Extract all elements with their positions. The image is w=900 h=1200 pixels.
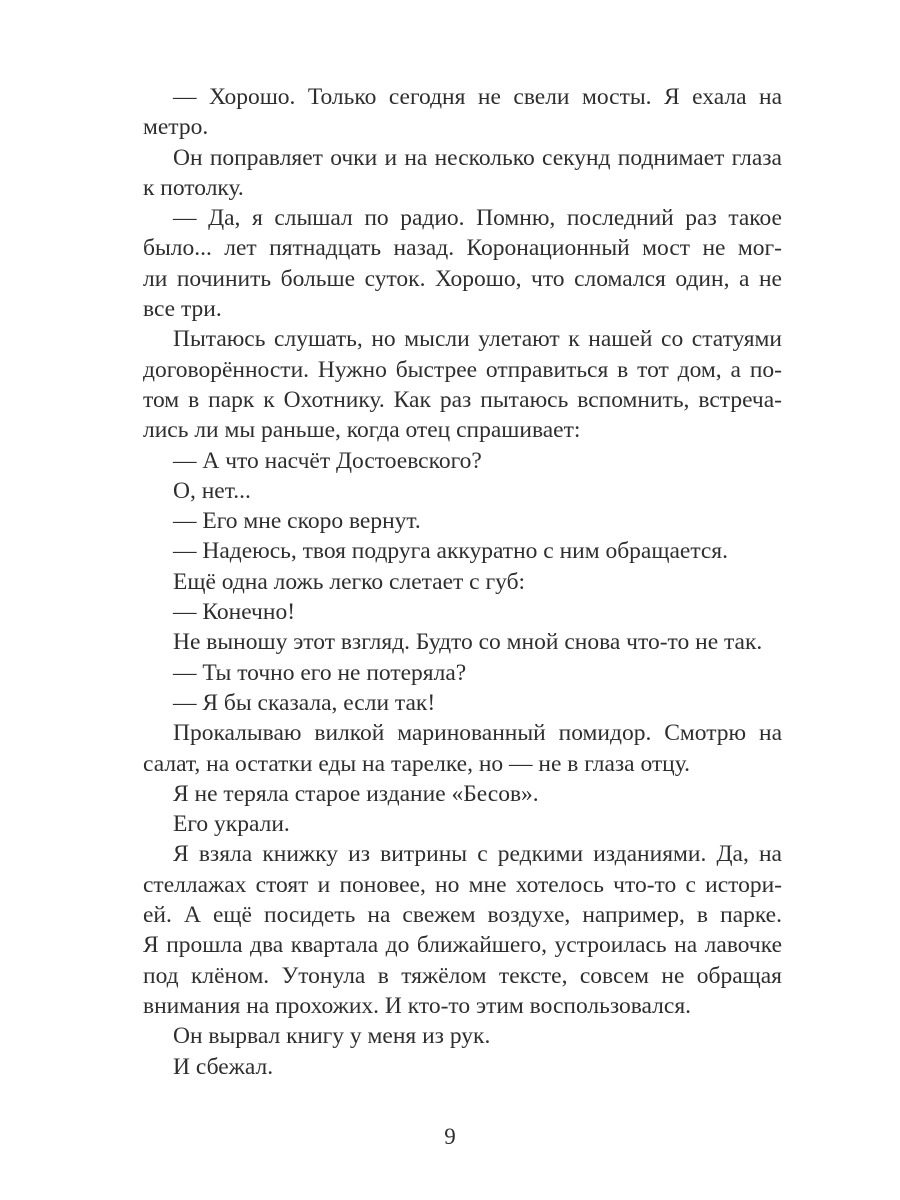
text-line: — Конечно! bbox=[173, 599, 296, 626]
text-line: — Его мне скоро вернут. bbox=[173, 508, 421, 535]
text-line: — Ты точно его не потеряла? bbox=[173, 659, 467, 686]
paragraph bbox=[143, 324, 782, 445]
paragraph bbox=[143, 1052, 782, 1082]
text-line: Он вырвал книгу у меня из рук. bbox=[173, 1023, 491, 1050]
text-line: Его украли. bbox=[173, 811, 290, 838]
text-line: было... лет пятнадцать назад. Коронационный мост не мог- bbox=[143, 235, 782, 262]
text-line: Ещё одна ложь легко слетает с губ: bbox=[173, 568, 526, 595]
text-line: метро. bbox=[143, 114, 209, 141]
text-line: Я прошла два квартала до ближайшего, устроилась на лавочке bbox=[143, 932, 782, 959]
text-line: — Я бы сказала, если так! bbox=[173, 689, 436, 716]
paragraph bbox=[143, 506, 782, 536]
text-line: лись ли мы раньше, когда отец спрашивает: bbox=[143, 417, 581, 444]
text-line: — Надеюсь, твоя подруга аккуратно с ним обращается. bbox=[173, 538, 728, 565]
paragraph bbox=[143, 446, 782, 476]
paragraph bbox=[143, 809, 782, 839]
text-line: стеллажах стоят и поновее, но мне хотелось что-то с истори- bbox=[143, 871, 782, 898]
text-line: О, нет... bbox=[173, 477, 251, 504]
text-line: Я взяла книжку из витрины с редкими изданиями. Да, на bbox=[173, 841, 782, 868]
text-line: том в парк к Охотнику. Как раз пытаюсь вспомнить, встреча- bbox=[143, 386, 782, 413]
text-line: под клёном. Утонула в тяжёлом тексте, совсем не обращая bbox=[143, 962, 782, 989]
paragraph bbox=[143, 203, 782, 324]
paragraph bbox=[143, 779, 782, 809]
text-line: — А что насчёт Достоевского? bbox=[173, 447, 482, 474]
paragraph bbox=[143, 658, 782, 688]
paragraph bbox=[143, 597, 782, 627]
text-line: Прокалываю вилкой маринованный помидор. Смотрю на bbox=[173, 720, 782, 747]
paragraph bbox=[143, 1021, 782, 1051]
text-line: к потолку. bbox=[143, 174, 244, 201]
text-line: договорённости. Нужно быстрее отправиться в тот дом, а по- bbox=[143, 356, 782, 383]
text-line: — Да, я слышал по радио. Помню, последний раз такое bbox=[173, 205, 782, 232]
text-line: все три. bbox=[143, 296, 222, 323]
text-line: Он поправляет очки и на несколько секунд поднимает глаза bbox=[173, 144, 782, 171]
paragraph bbox=[143, 536, 782, 566]
paragraph bbox=[143, 476, 782, 506]
text-line: салат, на остатки еды на тарелке, но — не в глаза отцу. bbox=[143, 750, 691, 777]
text-line: внимания на прохожих. И кто-то этим воспользовался. bbox=[143, 992, 692, 1019]
text-line: И сбежал. bbox=[173, 1053, 274, 1080]
text-line: Не выношу этот взгляд. Будто со мной снова что-то не так. bbox=[173, 629, 763, 656]
paragraph bbox=[143, 567, 782, 597]
paragraph bbox=[143, 688, 782, 718]
text-line: Я не теряла старое издание «Бесов». bbox=[173, 780, 539, 807]
paragraph bbox=[143, 718, 782, 779]
paragraph bbox=[143, 627, 782, 657]
text-line: ли починить больше суток. Хорошо, что сломался один, а не bbox=[143, 265, 782, 292]
paragraph bbox=[143, 82, 782, 143]
book-page-text bbox=[143, 82, 782, 1082]
text-line: Пытаюсь слушать, но мысли улетают к нашей со статуями bbox=[173, 326, 782, 353]
page-number: 9 bbox=[444, 1124, 456, 1149]
text-line: ей. А ещё посидеть на свежем воздухе, например, в парке. bbox=[143, 902, 782, 929]
paragraph bbox=[143, 839, 782, 1021]
paragraph bbox=[143, 143, 782, 204]
text-line: — Хорошо. Только сегодня не свели мосты. Я ехала на bbox=[173, 84, 782, 110]
